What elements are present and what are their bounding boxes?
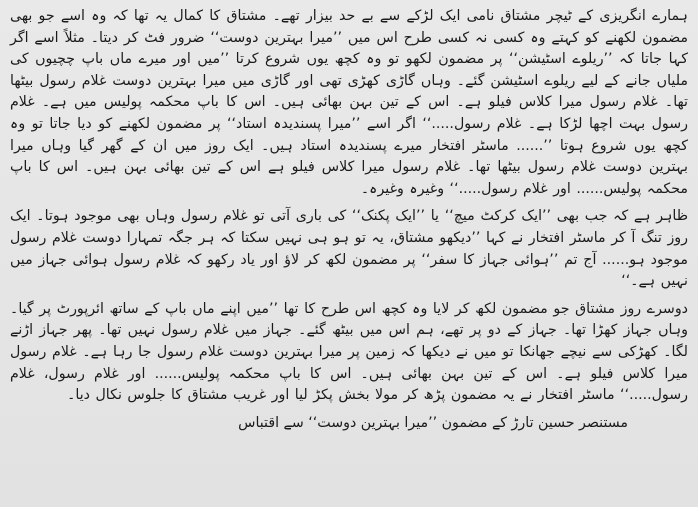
paragraph-airplane-essay: دوسرے روز مشتاق جو مضمون لکھ کر لایا وہ کچھ اس طرح کا تھا ’’میں اپنے ماں باپ کے ساتھ ائرپورٹ پر گیا۔ وہاں جہاز کھڑا تھا۔ جہاز کے دو پر تھے، ہم اس میں بیٹھ گئے۔ جہاز میں غلام رسول نہیں تھا۔ پھر جہاز اڑنے لگا۔ کھڑکی سے نیچے جھانکا تو میں نے دیکھا کہ زمین پر میرا بہترین دوست غلام رسول جا رہا ہے۔ غلام رسول میرا کلاس فیلو ہے۔ اس کے تین بہن بھائی ہیں۔ اس کا باپ محکمہ پولیس...... اور غلام رسول، غلام رسول.....‘‘ ماسٹر افتخار نے یہ مضمون پڑھ کر مولا بخش پکڑ لیا اور غریب مشتاق کا جلوس نکال دیا۔ bbox=[10, 300, 688, 404]
paragraph-essay-habit: ہمارے انگریزی کے ٹیچر مشتاق نامی ایک لڑکے سے بے حد بیزار تھے۔ مشتاق کا کمال یہ تھا کہ وہ اسے جو بھی مضمون لکھنے کو کہتے وہ کسی نہ کسی طرح اس میں ’’میرا بہترین دوست‘‘ ضرور فٹ کر دیتا۔ مثلاً اسے اگر کہا جاتا کہ ’’ریلوے اسٹیشن‘‘ پر مضمون لکھو تو وہ کچھ یوں شروع کرتا ’’میں اور میرے ماں باپ چچیوں کی ملیاں جانے کے لیے ریلوے اسٹیشن گئے۔ وہاں گاڑی کھڑی تھی اور گاڑی میں میرا بہترین دوست غلام رسول بیٹھا تھا۔ غلام رسول میرا کلاس فیلو ہے۔ اس کے تین بہن بھائی ہیں۔ اس کا باپ محکمہ پولیس میں ہے۔ غلام رسول بہت اچھا لڑکا ہے۔ غلام رسول.....‘‘ اگر اسے ’’میرا پسندیدہ استاد‘‘ پر مضمون لکھنے کو دیا جاتا تو وہ کچھ یوں شروع ہوتا ’’...... ماسٹر افتخار میرے پسندیدہ استاد ہیں۔ ایک روز میں ان کے گھر گیا وہاں میرا بہترین دوست غلام رسول بیٹھا تھا۔ غلام رسول میرا کلاس فیلو ہے اس کے تین بھائی بہن ہیں۔ اس کا باپ محکمہ پولیس...... اور غلام رسول.....‘‘ وغیرہ وغیرہ۔ bbox=[10, 8, 688, 197]
paragraph-teacher-challenge: ظاہر ہے کہ جب بھی ’’ایک کرکٹ میچ‘‘ یا ’’ایک پکنک‘‘ کی باری آتی تو غلام رسول وہاں بھی موجود ہوتا۔ ایک روز تنگ آ کر ماسٹر افتخار نے کہا ’’دیکھو مشتاق، یہ تو ہو ہی نہیں سکتا کہ ہر جگہ تمہارا دوست غلام رسول موجود ہو...... آج تم ’’ہوائی جہاز کا سفر‘‘ پر مضمون لکھ کر لاؤ اور یاد رکھو کہ غلام رسول ہوائی جہاز میں نہیں ہے۔‘‘ bbox=[10, 208, 688, 290]
source-credit: مستنصر حسین تارڑ کے مضمون ’’میرا بہترین دوست‘‘ سے اقتباس bbox=[238, 414, 628, 431]
